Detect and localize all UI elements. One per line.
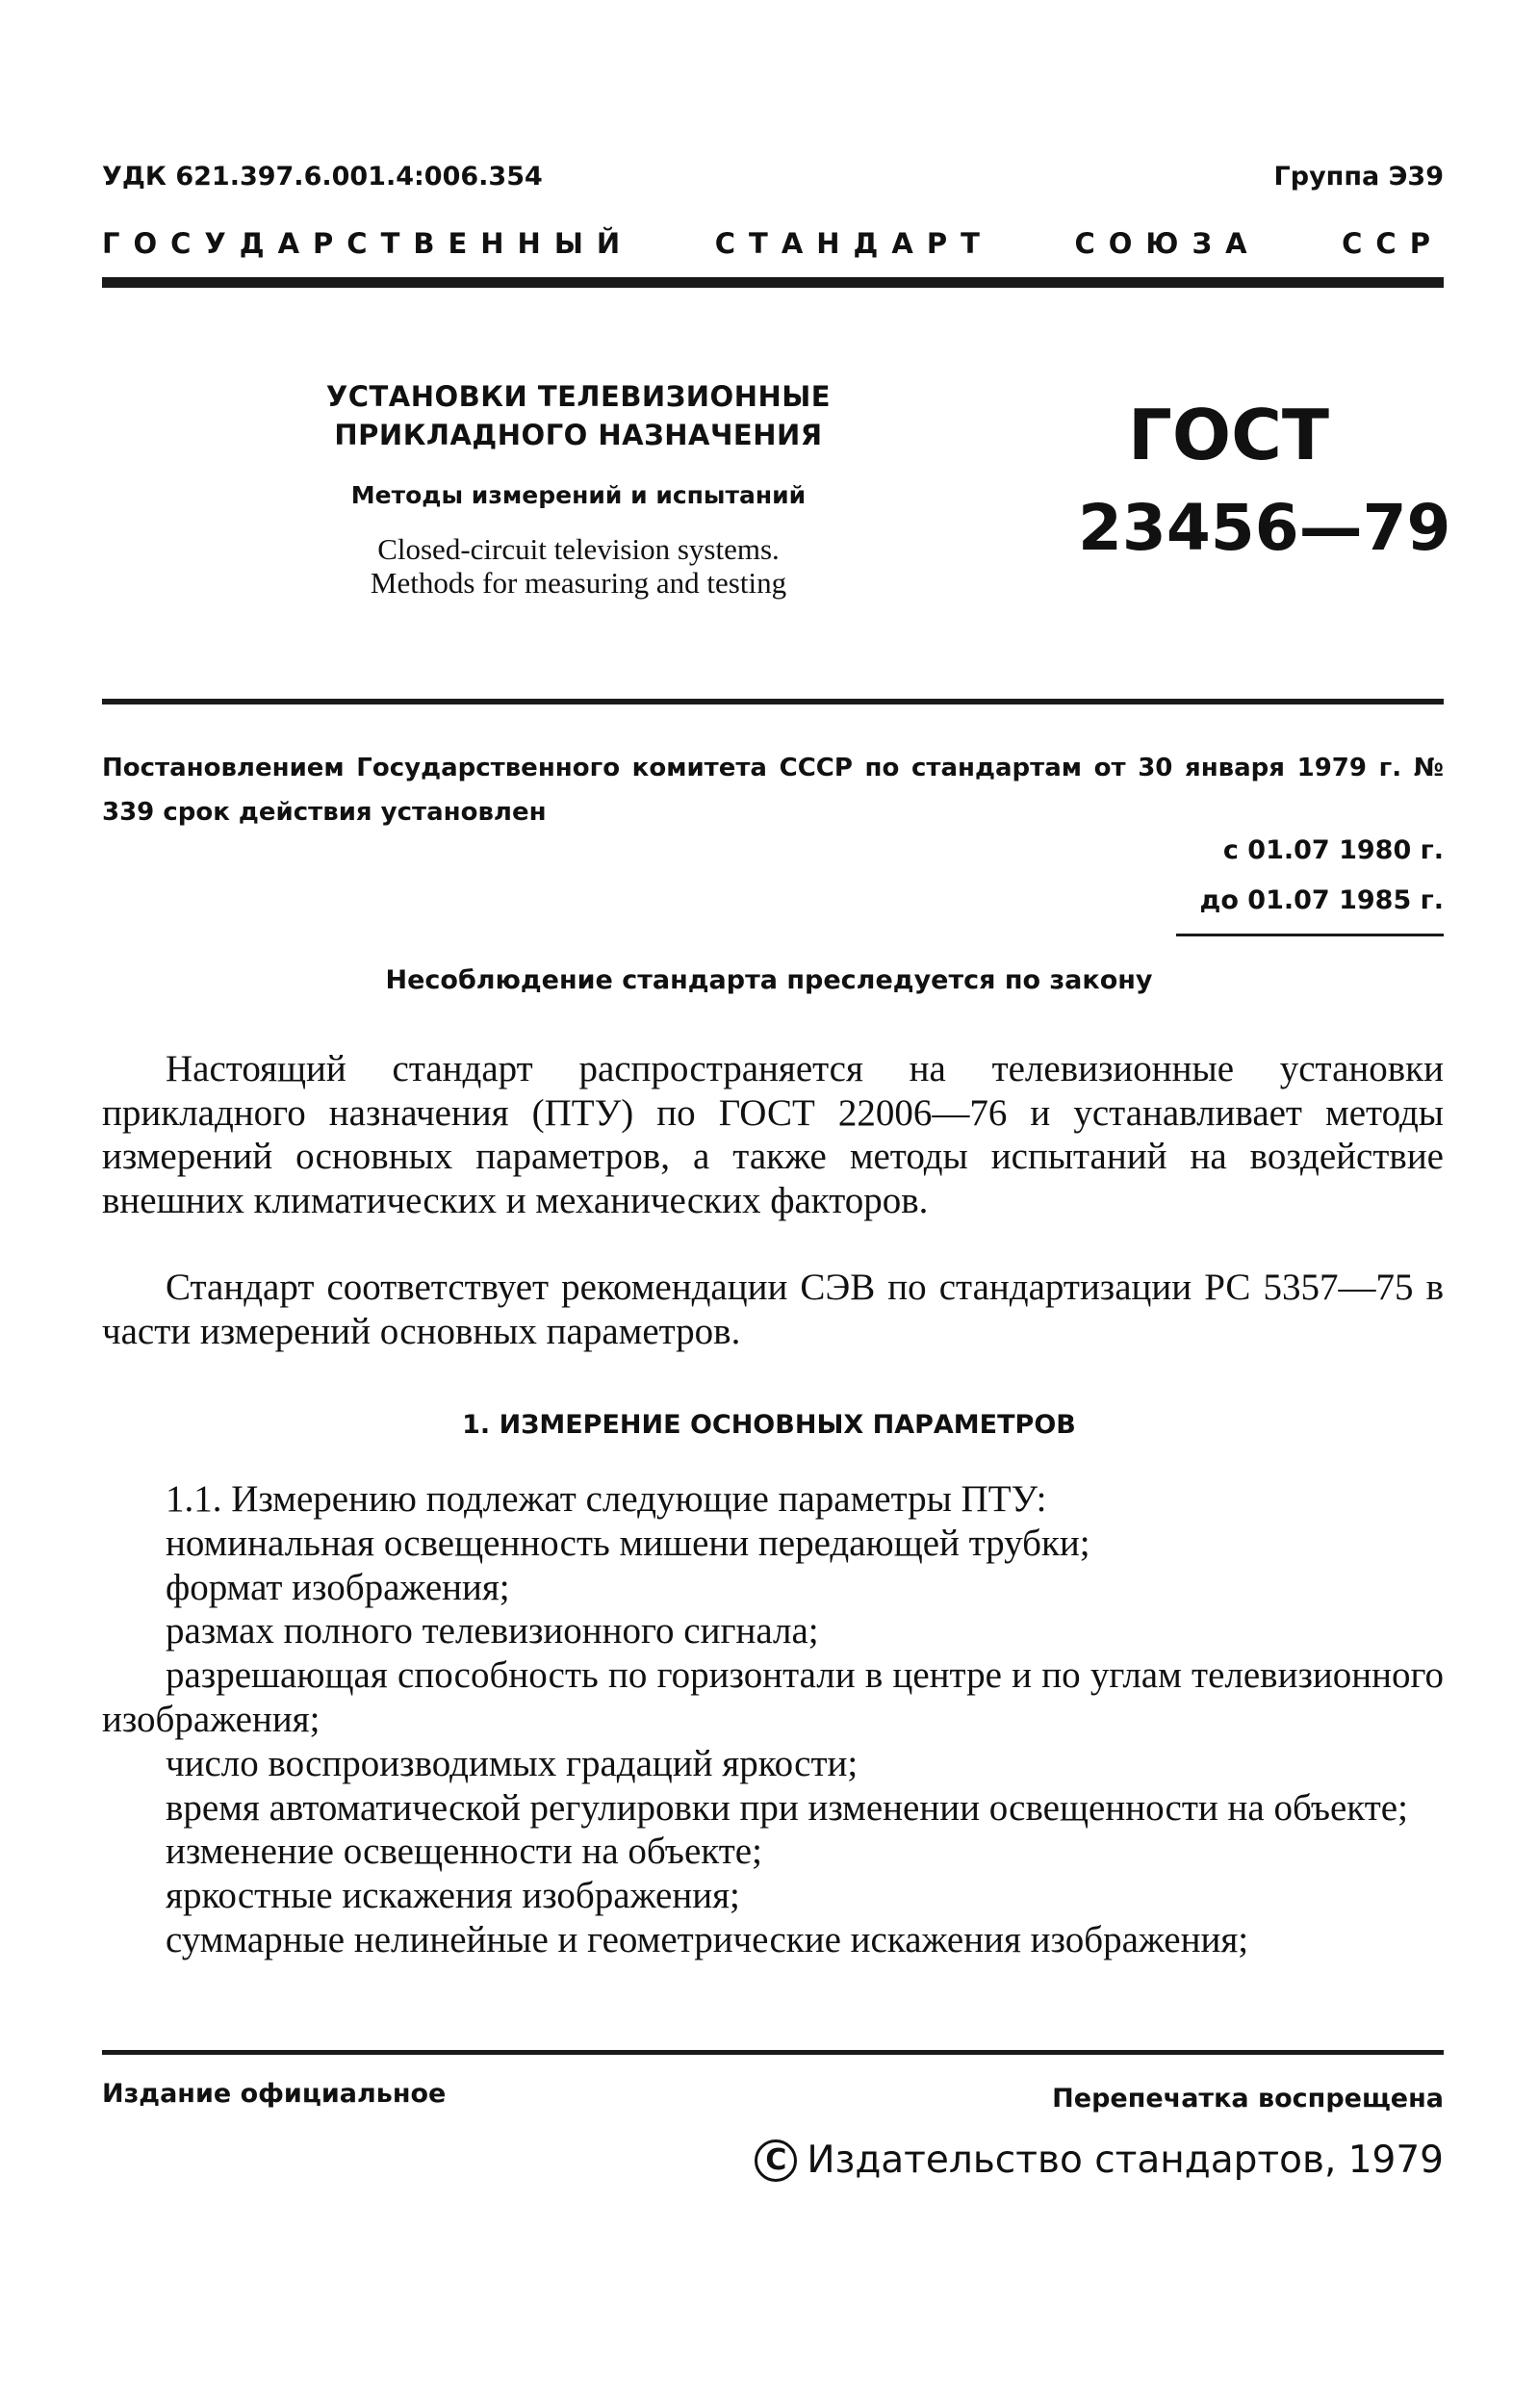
state-word: ССР: [1342, 227, 1444, 260]
gost-number: 23456—79: [1078, 491, 1451, 565]
body-paragraph: Стандарт соответствует рекомендации СЭВ по стандартизации РС 5357—75 в части измерений основных параметров.: [102, 1267, 1444, 1352]
title-rule: [102, 699, 1444, 704]
date-to: до 01.07 1985 г.: [1199, 885, 1444, 915]
list-item: разрешающая способность по горизонтали в центре и по углам телевизионного изображения;: [102, 1654, 1444, 1740]
decree-text: Постановлением Государственного комитета СССР по стандартам от 30 января 1979 г. № 339 срок действия установлен: [102, 754, 1444, 827]
list-item: размах полного телевизионного сигнала;: [166, 1610, 819, 1652]
state-standard-heading: [102, 227, 1444, 260]
list-item: число воспроизводимых градаций яркости;: [166, 1742, 859, 1784]
list-item: время автоматической регулировки при изменении освещенности на объекте;: [166, 1786, 1408, 1829]
section-heading: 1. ИЗМЕРЕНИЕ ОСНОВНЫХ ПАРАМЕТРОВ: [462, 1410, 1076, 1440]
list-item: номинальная освещенность мишени передающей трубки;: [166, 1522, 1090, 1564]
title-block: [285, 377, 872, 600]
footer-rule: [102, 2050, 1444, 2055]
state-word: СОЮЗА: [1074, 227, 1261, 260]
reprint-notice: Перепечатка воспрещена: [1052, 2084, 1444, 2113]
title-ru-line: ПРИКЛАДНОГО НАЗНАЧЕНИЯ: [334, 419, 823, 451]
udk-code: УДК 621.397.6.001.4:006.354: [102, 162, 543, 192]
violation-notice: Несоблюдение стандарта преследуется по закону: [385, 965, 1153, 995]
list-intro: 1.1. Измерению подлежат следующие параметры ПТУ:: [166, 1478, 1047, 1520]
parameter-list: [102, 1477, 1444, 1962]
gost-label: ГОСТ: [1128, 395, 1330, 475]
list-item: изменение освещенности на объекте;: [166, 1831, 762, 1873]
title-en-line: Closed-circuit television systems.: [377, 532, 780, 566]
list-item: суммарные нелинейные и геометрические искажения изображения;: [166, 1918, 1249, 1960]
title-en-line: Methods for measuring and testing: [370, 566, 787, 600]
list-item: формат изображения;: [166, 1566, 510, 1608]
date-to-wrap: [1200, 885, 1444, 915]
state-word: СТАНДАРТ: [714, 227, 993, 260]
copyright-icon: C: [755, 2139, 797, 2182]
state-word: ГОСУДАРСТВЕННЫЙ: [102, 227, 634, 260]
edition-label: Издание официальное: [102, 2079, 447, 2109]
list-item: яркостные искажения изображения;: [166, 1875, 740, 1917]
top-rule: [102, 277, 1444, 288]
date-from: с 01.07 1980 г.: [1222, 835, 1444, 865]
title-ru-line: УСТАНОВКИ ТЕЛЕВИЗИОННЫЕ: [325, 380, 832, 413]
body-paragraph: Настоящий стандарт распространяется на телевизионные установки прикладного назначения (ПТУ) по ГОСТ 22006—76 и устанавливает методы измерений основных параметров, а также методы испытаний на воздействие внешних климатических и механических факторов.: [102, 1048, 1444, 1221]
date-rule: [1176, 934, 1444, 936]
group-code: Группа Э39: [1273, 162, 1444, 192]
publisher-name: Издательство стандартов, 1979: [807, 2139, 1444, 2182]
title-ru-subtitle: Методы измерений и испытаний: [350, 481, 807, 509]
publisher-line: [755, 2139, 1444, 2182]
